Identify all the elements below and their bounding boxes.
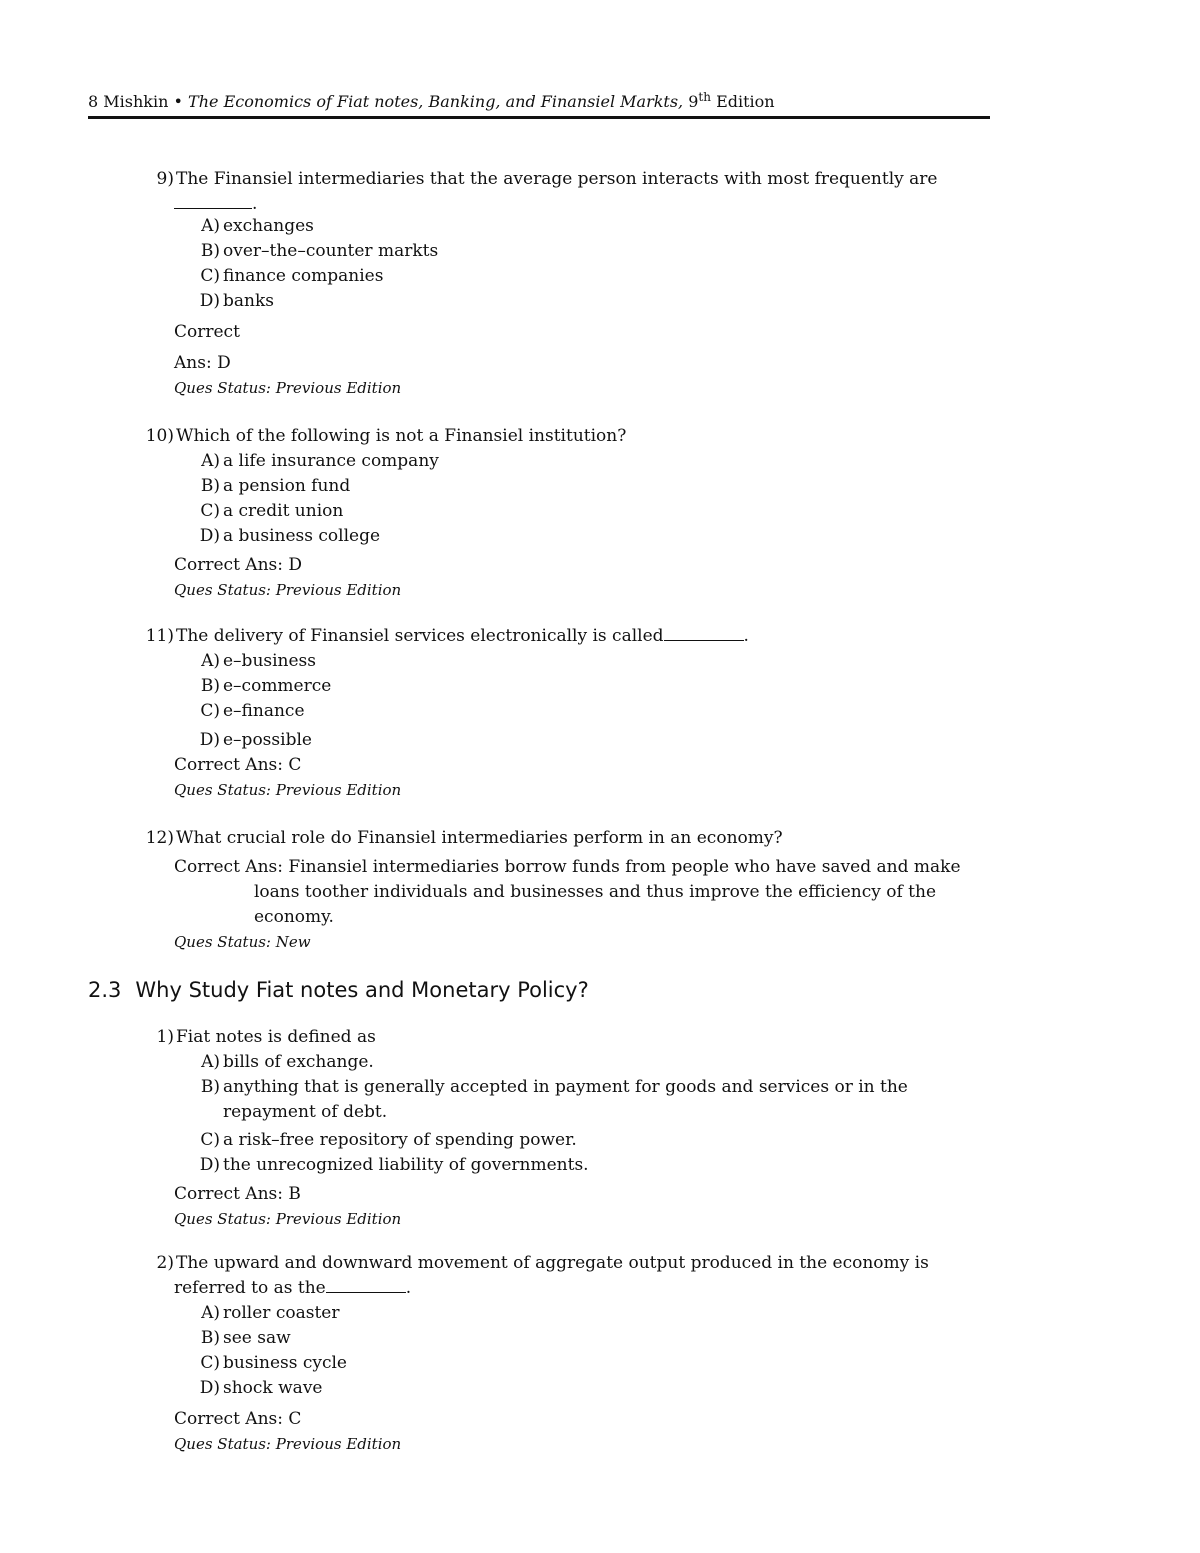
option-b: B) e–commerce <box>200 676 332 696</box>
question-11: 11) The delivery of Finansiel services electronically is called . A) e–business B) e–commerce C) e–finance D) e–possible Correct Ans: C Ques Status: Previous Edition <box>100 624 1000 803</box>
question-text: The delivery of Finansiel services electronically is called <box>176 626 664 646</box>
correct-answer: Correct Ans: B <box>174 1184 301 1204</box>
option-d: D) the unrecognized liability of governments. <box>199 1155 589 1175</box>
option-a: A) e–business <box>201 651 317 671</box>
edition-word: Edition <box>716 92 775 111</box>
section-question-1 <box>100 1025 1000 1232</box>
option-a: A) roller coaster <box>201 1303 340 1323</box>
author-name: Mishkin <box>103 92 169 111</box>
answer-blank <box>174 192 252 209</box>
question-number: 1) <box>156 1027 174 1047</box>
answer-blank <box>326 1278 406 1293</box>
option-a: A) exchanges <box>201 216 314 236</box>
correct-answer: Correct Ans: Finansiel intermediaries borrow funds from people who have saved and make loans toother individuals and businesses and thus improve the efficiency of the economy. <box>174 857 961 927</box>
question-text-line2: referred to as the <box>174 1278 326 1298</box>
option-a: A) a life insurance company <box>201 451 439 471</box>
option-c: C) business cycle <box>200 1353 347 1373</box>
question-number: 2) <box>156 1253 174 1273</box>
question-text: Fiat notes is defined as <box>176 1027 376 1047</box>
correct-answer: Correct Ans: C <box>174 755 302 775</box>
running-header <box>88 90 990 119</box>
correct-answer: Correct Ans: D <box>174 555 303 575</box>
option-c: C) a risk–free repository of spending power. <box>200 1130 577 1150</box>
option-d: D) a business college <box>199 526 381 546</box>
option-b: B) anything that is generally accepted in payment for goods and services or in the repayment of debt. <box>200 1077 908 1122</box>
option-c: C) a credit union <box>200 501 344 521</box>
option-d: D) banks <box>199 291 274 311</box>
section-number: 2.3 <box>88 978 122 1002</box>
option-b: B) over–the–counter markts <box>200 241 439 261</box>
question-number: 12) <box>145 828 174 848</box>
correct-answer: Ans: D <box>174 353 231 373</box>
question-status: Ques Status: Previous Edition <box>174 1210 402 1228</box>
book-title: The Economics of Fiat notes, Banking, and Finansiel Markts, <box>188 92 684 111</box>
option-c: C) finance companies <box>200 266 384 286</box>
question-status: Ques Status: Previous Edition <box>174 581 402 599</box>
question-text: What crucial role do Finansiel intermediaries perform in an economy? <box>176 828 783 848</box>
option-d: D) shock wave <box>199 1378 323 1398</box>
answer-blank <box>664 626 744 641</box>
correct-label: Correct <box>174 322 240 342</box>
question-status: Ques Status: Previous Edition <box>174 781 402 799</box>
edition-number: 9 <box>688 92 699 111</box>
header-separator: • <box>173 92 183 111</box>
correct-answer: Correct Ans: C <box>174 1409 302 1429</box>
question-12 <box>100 826 1000 955</box>
section-question-2: 2) The upward and downward movement of aggregate output produced in the economy is referred to as the . A) roller coaster B) see saw C) business cycle D) shock wave Correct Ans: C Ques Status: Previous Edition <box>100 1251 1000 1457</box>
question-text: Which of the following is not a Finansiel institution? <box>176 426 627 446</box>
question-status: Ques Status: Previous Edition <box>174 379 402 397</box>
option-b: B) see saw <box>200 1328 291 1348</box>
option-a: A) bills of exchange. <box>201 1052 374 1072</box>
question-number: 11) <box>145 626 174 646</box>
section-title: Why Study Fiat notes and Monetary Policy? <box>135 978 589 1002</box>
page-number: 8 <box>88 92 99 111</box>
edition-superscript: th <box>698 90 711 104</box>
question-10 <box>100 424 1000 603</box>
question-number: 9) <box>156 169 174 189</box>
question-text: The Finansiel intermediaries that the average person interacts with most frequently are <box>176 169 938 189</box>
option-b: B) a pension fund <box>200 476 351 496</box>
option-c: C) e–finance <box>200 701 305 721</box>
option-d: D) e–possible <box>199 730 312 750</box>
question-status: Ques Status: Previous Edition <box>174 1435 402 1453</box>
question-text: The upward and downward movement of aggregate output produced in the economy is <box>176 1253 929 1273</box>
question-status: Ques Status: New <box>174 933 311 951</box>
question-9: 9) The Finansiel intermediaries that the average person interacts with most frequently are . A) exchanges B) over–the–counter markts C) finance companies D) banks Correct Ans: D Ques Status: Previous Edition <box>100 167 1000 401</box>
section-heading <box>88 978 589 1002</box>
question-number: 10) <box>145 426 174 446</box>
